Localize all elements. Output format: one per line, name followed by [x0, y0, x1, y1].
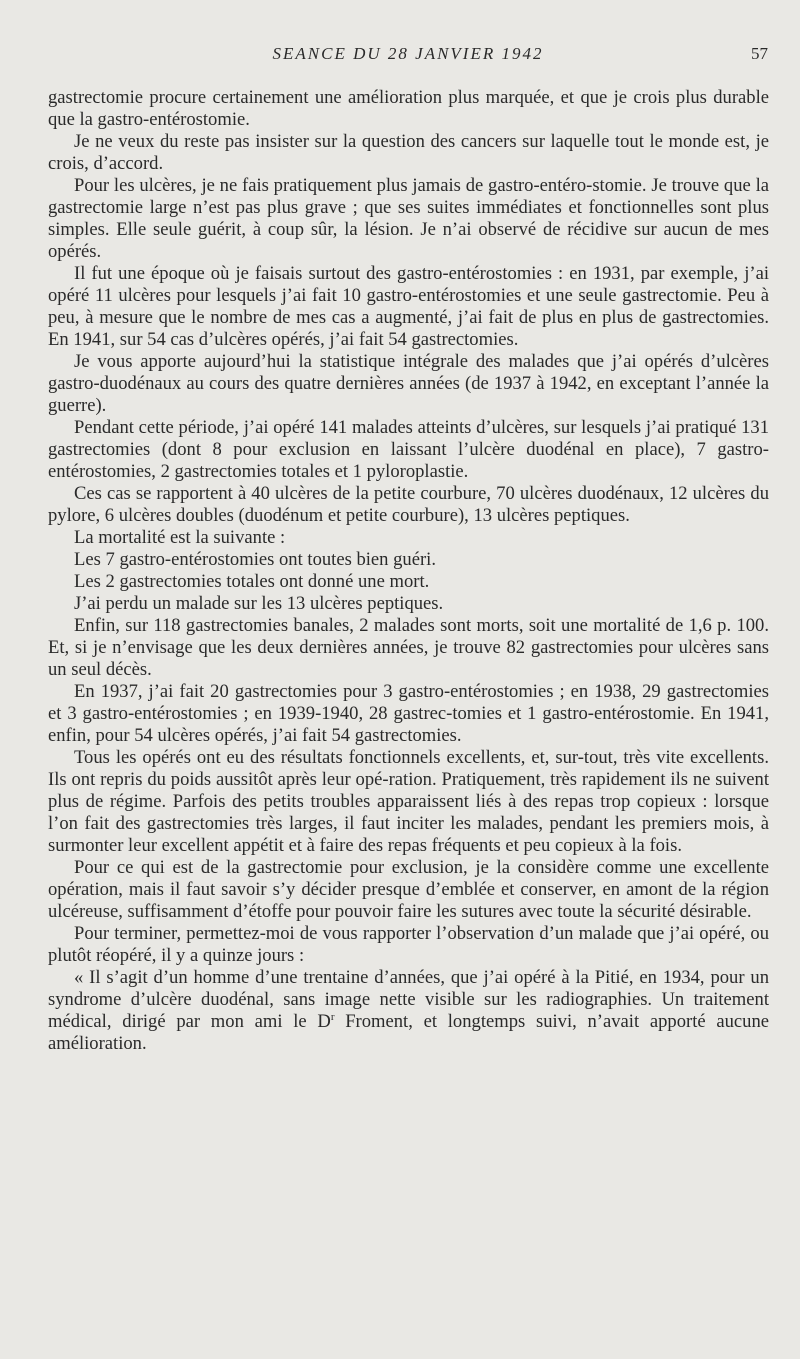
paragraph: Pour terminer, permettez-moi de vous rapporter l’observation d’un malade que j’ai opéré, ou plutôt réopéré, il y a quinze jours :: [48, 923, 769, 966]
paragraph: J’ai perdu un malade sur les 13 ulcères peptiques.: [74, 593, 444, 614]
paragraph-text: « Il s’agit d’un homme d’une trentaine d’années, que j’ai opéré à la Pitié, en 1934, pour un syndrome d’ulcère duodénal, sans image nette visible sur les radiographies. Un traitement médical, dirigé par mon ami le D: [48, 967, 769, 1032]
paragraph: Il fut une époque où je faisais surtout des gastro-entérostomies : en 1931, par exemple, j’ai opéré 11 ulcères pour lesquels j’ai fait 10 gastro-entérostomies et une seule gastrectomie. Peu à peu, à mesure que le nombre de mes cas a augmenté, j’ai fait de plus en plus de gastrectomies. En 1941, sur 54 cas d’ulcères opérés, j’ai fait 54 gastrectomies.: [48, 263, 769, 350]
running-title: SEANCE DU 28 JANVIER 1942: [272, 44, 544, 63]
paragraph: Pour les ulcères, je ne fais pratiquement plus jamais de gastro-entéro-stomie. Je trouve que la gastrectomie large n’est pas plus grave ; que ses suites immédiates et fonctionnelles sont plus simples. Elle seule guérit, à coup sûr, la lésion. Je n’ai observé de récidive sur aucun de mes opérés.: [48, 175, 769, 262]
body-text: [48, 87, 769, 1055]
paragraph: Pour ce qui est de la gastrectomie pour exclusion, je la considère comme une excellente opération, mais il faut savoir s’y décider presque d’emblée et conserver, en amont de la région ulcéreuse, suffisamment d’étoffe pour pouvoir faire les sutures avec toute la sécurité désirable.: [48, 857, 769, 922]
paragraph: La mortalité est la suivante :: [74, 527, 286, 548]
paragraph: En 1937, j’ai fait 20 gastrectomies pour 3 gastro-entérostomies ; en 1938, 29 gastrectomies et 3 gastro-entérostomies ; en 1939-1940, 28 gastrec-tomies et 1 gastro-entérostomie. En 1941, enfin, pour 54 ulcères opérés, j’ai fait 54 gastrectomies.: [48, 681, 769, 746]
superscript: r: [330, 1010, 335, 1023]
paragraph: Tous les opérés ont eu des résultats fonctionnels excellents, et, sur-tout, très vite excellents. Ils ont repris du poids aussitôt après leur opé-ration. Pratiquement, très rapidement ils ne suivent plus de régime. Parfois des petits troubles apparaissent liés à des repas trop copieux : lorsque l’on fait des gastrectomies très larges, il faut inciter les malades, pendant les premiers mois, à surmonter leur excellent appétit et à faire des repas fréquents et peu copieux à la fois.: [48, 747, 769, 856]
paragraph: Je ne veux du reste pas insister sur la question des cancers sur laquelle tout le monde est, je crois, d’accord.: [48, 131, 769, 174]
paragraph: Pendant cette période, j’ai opéré 141 malades atteints d’ulcères, sur lesquels j’ai pratiqué 131 gastrectomies (dont 8 pour exclusion en laissant l’ulcère duodénal en place), 7 gastro-entérostomies, 2 gastrectomies totales et 1 pyloroplastie.: [48, 417, 769, 482]
paragraph: Ces cas se rapportent à 40 ulcères de la petite courbure, 70 ulcères duodénaux, 12 ulcères du pylore, 6 ulcères doubles (duodénum et petite courbure), 13 ulcères peptiques.: [48, 483, 769, 526]
paragraph: Je vous apporte aujourd’hui la statistique intégrale des malades que j’ai opérés d’ulcères gastro-duodénaux au cours des quatre dernières années (de 1937 à 1942, en exceptant l’année la guerre).: [48, 351, 769, 416]
paragraph: Enfin, sur 118 gastrectomies banales, 2 malades sont morts, soit une mortalité de 1,6 p. 100. Et, si je n’envisage que les deux dernières années, je trouve 82 gastrectomies pour ulcères sans un seul décès.: [48, 615, 769, 680]
paragraph: Les 2 gastrectomies totales ont donné une mort.: [74, 571, 430, 592]
page-number: 57: [751, 44, 768, 63]
page-header: [48, 44, 768, 68]
paragraph-text-tail: Froment, et longtemps suivi, n’avait apporté aucune amélioration.: [48, 1011, 770, 1054]
paragraph: [48, 967, 769, 1055]
paragraph: Les 7 gastro-entérostomies ont toutes bien guéri.: [74, 549, 436, 570]
paragraph: gastrectomie procure certainement une amélioration plus marquée, et que je crois plus durable que la gastro-entérostomie.: [48, 87, 769, 130]
